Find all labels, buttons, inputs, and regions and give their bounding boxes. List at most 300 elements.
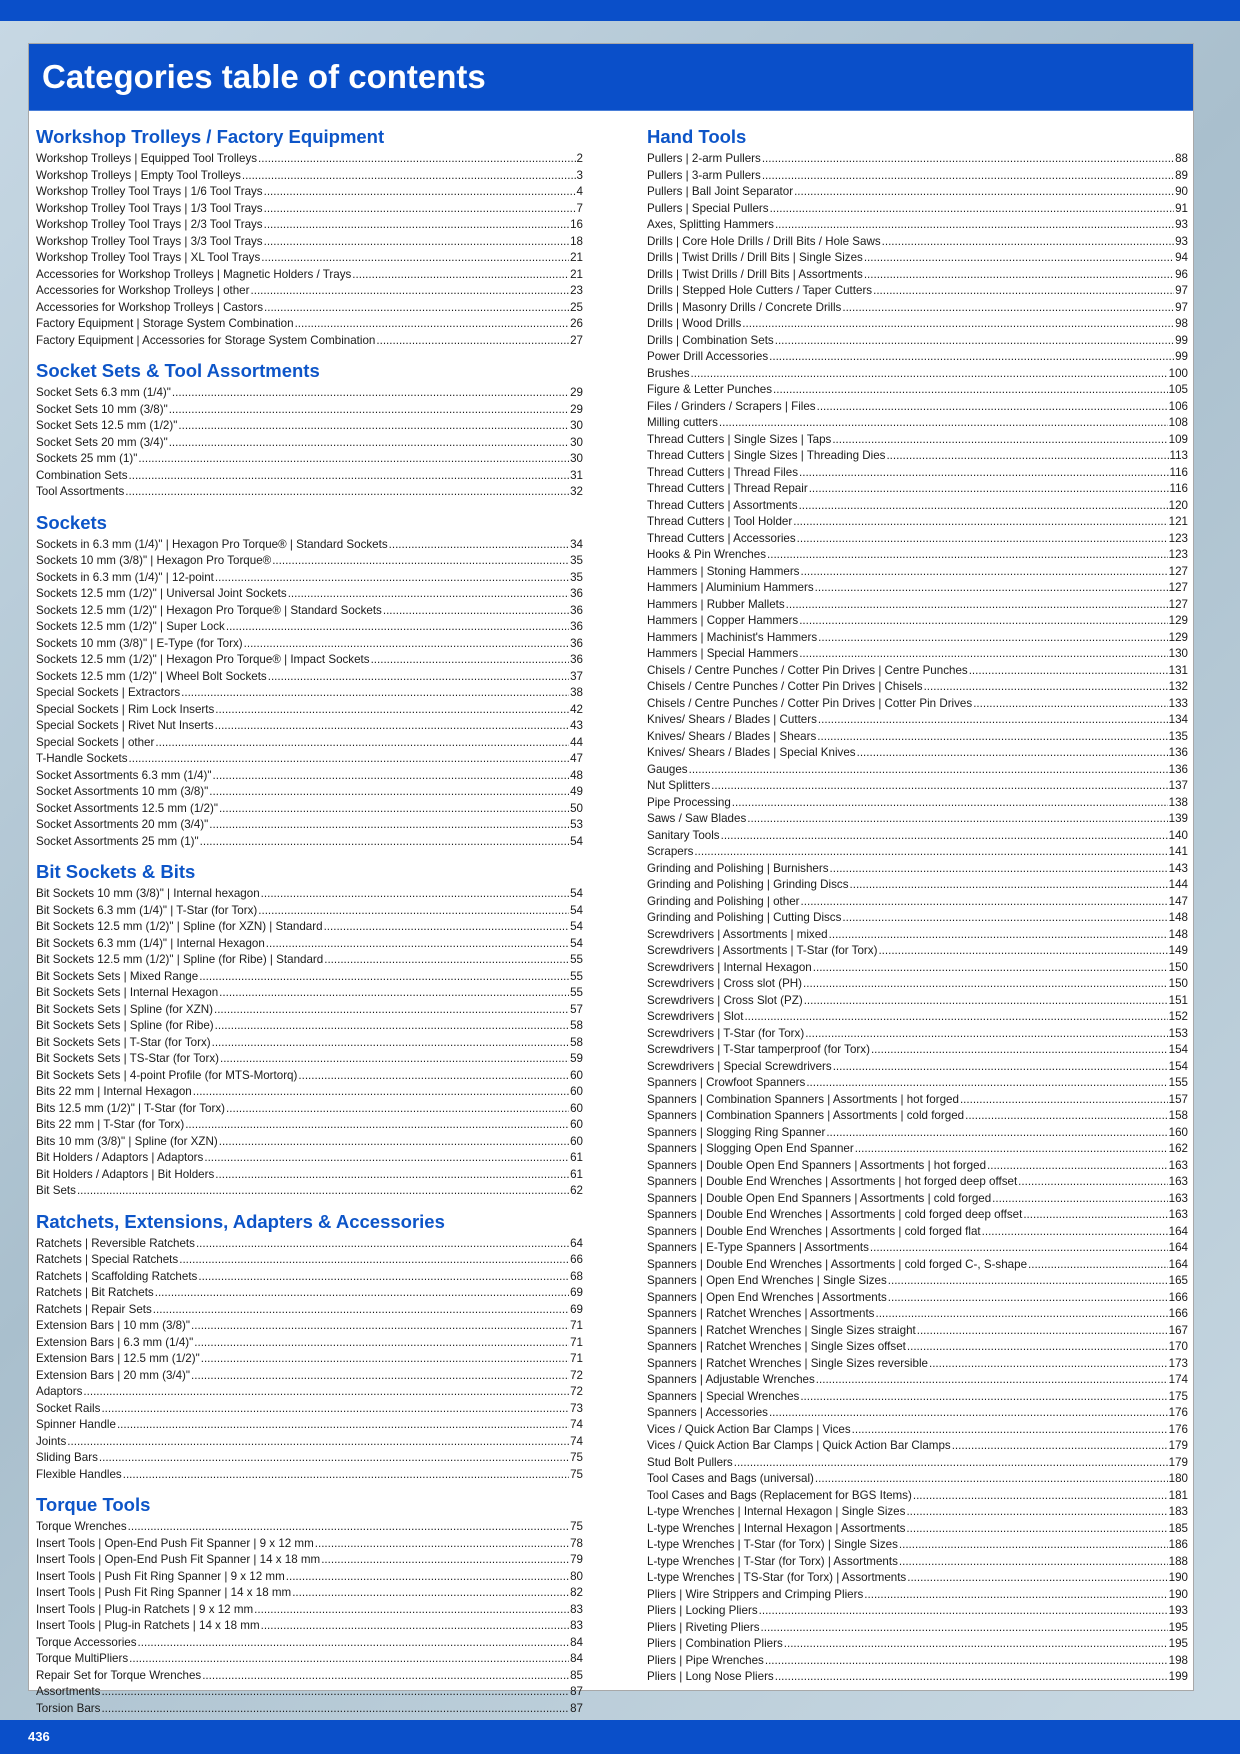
toc-entry-label: Workshop Trolleys | Empty Tool Trolleys [36,168,241,182]
dot-leader [219,1134,569,1151]
dot-leader [694,844,1167,861]
toc-entry [647,1191,1188,1208]
toc-entry-label: L-type Wrenches | T-Star (for Torx) | Assortments [647,1554,898,1568]
toc-entry-page: 190 [1168,1571,1188,1584]
dot-leader [817,729,1167,746]
toc-entry [36,1467,583,1484]
toc-entry [647,943,1188,960]
toc-entry [36,1602,583,1619]
toc-entry-page: 127 [1168,597,1188,611]
toc-entry [36,468,583,485]
toc-entry-label: Spanners | Adjustable Wrenches [647,1373,815,1386]
dot-leader [775,1669,1168,1686]
dot-leader [762,151,1174,168]
toc-entry-page: 154 [1168,1059,1188,1073]
toc-entry-label: Bit Holders / Adaptors | Adaptors [36,1151,204,1164]
toc-entry-label: Spanners | Double End Wrenches | Assortments | cold forged C-, S-shape [647,1257,1028,1271]
toc-entry [647,300,1188,317]
toc-entry [647,1587,1188,1604]
toc-entry [36,385,583,402]
toc-entry-page: 186 [1168,1538,1188,1551]
toc-entry-label: Knives/ Shears / Blades | Special Knives [647,746,856,759]
toc-entry-label: Spanners | Double Open End Spanners | Assortments | hot forged [647,1158,987,1172]
toc-entry-page: 34 [570,537,583,551]
dot-leader [906,1504,1167,1521]
dot-leader [129,468,570,485]
toc-entry-label: Sockets 12.5 mm (1/2)" | Wheel Bolt Sockets [36,669,267,683]
toc-entry-label: Ratchets | Special Ratchets [36,1253,179,1266]
toc-entry-page: 93 [1175,218,1188,231]
toc-entry-label: Thread Cutters | Thread Repair [647,482,808,495]
toc-entry-label: Bit Sockets Sets | T-Star (for Torx) [36,1035,211,1049]
toc-entry [36,718,583,735]
toc-entry [647,250,1188,267]
toc-entry-page: 2 [576,152,583,165]
dot-leader [960,1092,1168,1109]
toc-entry [647,168,1188,185]
toc-entry-page: 144 [1168,878,1188,891]
toc-entry [647,1405,1188,1422]
toc-entry-page: 60 [570,1134,583,1148]
dot-leader [805,1026,1167,1043]
toc-entry [647,1372,1188,1389]
toc-entry-label: Workshop Trolley Tool Trays | 2/3 Tool Trays [36,218,263,231]
toc-entry-label: Hammers | Special Hammers [647,647,799,660]
toc-entry-page: 99 [1175,333,1188,347]
toc-entry-label: Pullers | Special Pullers [647,201,769,215]
dot-leader [913,1488,1168,1505]
dot-leader [264,184,576,201]
toc-entry [647,663,1188,680]
toc-entry-page: 79 [570,1553,583,1566]
toc-entry-label: Bit Sockets 12.5 mm (1/2)" | Spline (for XZN) | Standard [36,920,323,933]
toc-entry [647,861,1188,878]
toc-entry [647,630,1188,647]
toc-entry-page: 36 [570,636,583,650]
dot-leader [169,435,569,452]
toc-entry-label: Bit Sets [36,1184,76,1197]
toc-entry-label: Screwdrivers | Special Screwdrivers [647,1059,832,1073]
toc-entry-label: Pullers | 2-arm Pullers [647,152,761,165]
dot-leader [261,1618,569,1635]
toc-entry [36,1552,583,1569]
dot-leader [138,451,569,468]
dot-leader [973,696,1167,713]
toc-entry-label: Spanners | Combination Spanners | Assortments | cold forged [647,1109,965,1122]
toc-entry-label: Bit Sockets 6.3 mm (1/4)" | T-Star (for Torx) [36,903,258,917]
dot-leader [852,1422,1168,1439]
toc-entry-label: Socket Assortments 6.3 mm (1/4)" [36,768,212,782]
toc-entry-label: Screwdrivers | Slot [647,1010,744,1023]
toc-entry-label: Thread Cutters | Single Sizes | Taps [647,432,832,446]
toc-entry [36,784,583,801]
dot-leader [992,1191,1167,1208]
dot-leader [129,751,570,768]
dot-leader [799,465,1169,482]
toc-entry [36,801,583,818]
toc-entry-label: Gauges [647,762,688,776]
toc-entry-label: Socket Sets 6.3 mm (1/4)" [36,386,171,399]
toc-entry [36,537,583,554]
toc-entry [36,1519,583,1536]
toc-entry-page: 154 [1168,1043,1188,1056]
toc-entry [36,1651,583,1668]
toc-entry-page: 82 [570,1586,583,1599]
toc-entry [36,969,583,986]
toc-entry-label: Pullers | Ball Joint Separator [647,185,794,198]
dot-leader [178,418,569,435]
dot-leader [888,1273,1168,1290]
toc-entry-page: 89 [1175,168,1188,182]
toc-entry-label: Pliers | Wire Strippers and Crimping Pliers [647,1587,864,1601]
dot-leader [264,217,569,234]
dot-leader [773,382,1168,399]
toc-entry-page: 188 [1168,1554,1188,1568]
toc-entry-label: Bit Sockets 10 mm (3/8)" | Internal hexagon [36,887,260,900]
toc-entry-label: Spanners | Ratchet Wrenches | Assortments [647,1307,875,1320]
toc-entry-label: Insert Tools | Open-End Push Fit Spanner | 9 x 12 mm [36,1536,314,1550]
dot-leader [261,886,569,903]
toc-entry-label: Insert Tools | Push Fit Ring Spanner | 14 x 18 mm [36,1586,292,1599]
toc-entry-page: 21 [570,251,583,264]
toc-entry-page: 60 [570,1101,583,1115]
toc-entry-page: 152 [1168,1010,1188,1023]
toc-entry [647,1422,1188,1439]
dot-leader [832,432,1167,449]
toc-entry-page: 55 [570,953,583,966]
dot-leader [215,1018,569,1035]
dot-leader [172,385,569,402]
toc-entry-label: Screwdrivers | Internal Hexagon [647,960,812,974]
toc-entry-page: 123 [1168,548,1188,561]
dot-leader [193,1084,569,1101]
toc-entry [36,151,583,168]
toc-entry-label: Chisels / Centre Punches / Cotter Pin Drives | Cotter Pin Drives [647,696,973,710]
dot-leader [155,735,569,752]
dot-leader [784,1636,1168,1653]
toc-entry-page: 130 [1168,647,1188,660]
toc-entry [647,151,1188,168]
toc-entry [36,1084,583,1101]
toc-entry-label: Pliers | Riveting Pliers [647,1620,760,1634]
toc-entry-label: Drills | Twist Drills / Drill Bits | Single Sizes [647,251,863,264]
dot-leader [389,537,569,554]
toc-entry-label: Spanners | Slogging Open End Spanner [647,1142,854,1155]
toc-entry [36,1618,583,1635]
section-heading-workshop-trolleys-factory-equipment: Workshop Trolleys / Factory Equipment [36,126,385,147]
toc-entry-label: Saws / Saw Blades [647,812,747,825]
toc-entry-label: Sockets 12.5 mm (1/2)" | Hexagon Pro Torque® | Standard Sockets [36,603,382,617]
toc-entry [36,702,583,719]
toc-entry-page: 30 [570,419,583,432]
toc-entry [36,283,583,300]
toc-entry-page: 53 [570,818,583,831]
toc-entry-page: 71 [570,1352,583,1365]
toc-entry-label: Screwdrivers | Assortments | mixed [647,927,828,941]
dot-leader [209,784,569,801]
toc-entry-label: Ratchets | Repair Sets [36,1302,152,1316]
dot-leader [196,1236,569,1253]
toc-entry [647,894,1188,911]
toc-entry-page: 54 [570,903,583,917]
toc-entry [36,1569,583,1586]
toc-entry [647,1636,1188,1653]
toc-entry [36,402,583,419]
toc-entry-label: Spanners | Ratchet Wrenches | Single Sizes reversible [647,1356,928,1370]
toc-entry-label: Spanners | Slogging Ring Spanner [647,1125,826,1139]
dot-leader [769,1405,1168,1422]
toc-entry [647,498,1188,515]
toc-entry-page: 163 [1168,1175,1188,1188]
toc-entry [36,553,583,570]
toc-entry [36,1351,583,1368]
toc-entry-label: Figure & Letter Punches [647,383,773,396]
dot-leader [815,1471,1168,1488]
toc-entry [647,1240,1188,1257]
dot-leader [264,300,569,317]
dot-leader [226,1101,569,1118]
toc-entry [36,1285,583,1302]
dot-leader [138,1635,570,1652]
toc-entry [647,415,1188,432]
toc-entry-label: Bit Sockets Sets | TS-Star (for Torx) [36,1052,219,1065]
toc-entry [647,333,1188,350]
dot-leader [324,952,569,969]
toc-entry [647,201,1188,218]
dot-leader [747,811,1167,828]
toc-entry-label: T-Handle Sockets [36,752,128,765]
toc-entry [647,580,1188,597]
toc-entry-label: Ratchets | Scaffolding Ratchets [36,1269,198,1283]
dot-leader [818,630,1168,647]
toc-entry [647,1224,1188,1241]
bottom-blue-bar [0,1720,1240,1754]
toc-entry-label: Thread Cutters | Thread Files [647,465,799,479]
toc-entry-label: Sockets in 6.3 mm (1/4)" | 12-point [36,570,214,584]
toc-entry-label: Socket Sets 20 mm (3/4)" [36,435,168,449]
toc-entry-label: Drills | Masonry Drills / Concrete Drills [647,300,842,314]
toc-entry [647,564,1188,581]
toc-entry-label: Sockets 12.5 mm (1/2)" | Super Lock [36,620,225,633]
toc-entry-label: Drills | Core Hole Drills / Drill Bits / Hole Saws [647,234,881,248]
toc-entry-page: 120 [1168,498,1188,512]
toc-entry-label: Spanners | E-Type Spanners | Assortments [647,1241,869,1254]
toc-entry [36,886,583,903]
toc-entry-label: Vices / Quick Action Bar Clamps | Quick Action Bar Clamps [647,1439,951,1452]
toc-entry-page: 72 [570,1385,583,1398]
toc-entry-page: 87 [570,1685,583,1698]
toc-entry-page: 42 [570,702,583,716]
toc-entry-page: 131 [1168,663,1188,677]
toc-entry-page: 32 [570,485,583,498]
toc-entry-label: Factory Equipment | Accessories for Storage System Combination [36,333,376,347]
toc-entry-label: Spanners | Ratchet Wrenches | Single Sizes offset [647,1340,906,1353]
toc-entry [647,1092,1188,1109]
dot-leader [292,1585,569,1602]
dot-leader [212,1035,569,1052]
dot-leader [829,927,1168,944]
toc-entry-page: 26 [570,317,583,330]
dot-leader [929,1356,1168,1373]
dot-leader [744,1009,1167,1026]
dot-leader [775,333,1174,350]
toc-entry-label: Axes, Splitting Hammers [647,218,774,231]
toc-entry-page: 164 [1168,1224,1188,1238]
toc-entry [36,1384,583,1401]
dot-leader [799,646,1167,663]
toc-entry-label: Factory Equipment | Storage System Combination [36,317,294,330]
dot-leader [155,1285,569,1302]
toc-entry [647,1141,1188,1158]
dot-leader [125,484,569,501]
dot-leader [99,1450,569,1467]
toc-entry-page: 105 [1168,383,1188,396]
toc-entry-label: Grinding and Polishing | Grinding Discs [647,878,849,891]
toc-entry-label: Combination Sets [36,468,128,482]
dot-leader [732,795,1168,812]
toc-entry-label: Accessories for Workshop Trolleys | Magnetic Holders / Trays [36,267,352,281]
dot-leader [719,415,1168,432]
toc-entry-label: Bit Sockets 6.3 mm (1/4)" | Internal Hexagon [36,936,265,950]
toc-entry-label: Insert Tools | Push Fit Ring Spanner | 9 x 12 mm [36,1569,285,1583]
toc-entry-page: 90 [1175,185,1188,198]
toc-entry-page: 176 [1168,1406,1188,1419]
toc-entry-label: Socket Assortments 20 mm (3/4)" [36,818,209,831]
dot-leader [286,1569,569,1586]
toc-entry-label: Chisels / Centre Punches / Cotter Pin Drives | Centre Punches [647,663,968,677]
toc-entry-label: Bits 10 mm (3/8)" | Spline (for XZN) [36,1134,218,1148]
toc-entry-label: Thread Cutters | Accessories [647,531,796,545]
dot-leader [775,217,1174,234]
toc-entry-label: Bit Sockets Sets | Internal Hexagon [36,986,219,999]
toc-entry [647,1009,1188,1026]
toc-entry [647,1158,1188,1175]
toc-entry-page: 43 [570,719,583,732]
dot-leader [258,151,576,168]
toc-entry [647,1455,1188,1472]
toc-entry-page: 163 [1168,1208,1188,1221]
toc-entry-label: Workshop Trolleys | Equipped Tool Trolleys [36,152,258,165]
toc-entry-label: Brushes [647,366,690,380]
toc-entry-page: 164 [1168,1241,1188,1254]
toc-entry-label: Special Sockets | Extractors [36,686,181,699]
dot-leader [969,663,1168,680]
toc-entry-page: 99 [1175,350,1188,363]
toc-entry [647,1290,1188,1307]
toc-entry [647,877,1188,894]
toc-entry [36,267,583,284]
toc-entry [36,1236,583,1253]
toc-entry-page: 71 [570,1335,583,1349]
toc-entry [36,685,583,702]
toc-entry [36,669,583,686]
toc-entry [647,778,1188,795]
dot-leader [226,619,569,636]
dot-leader [833,1059,1168,1076]
dot-leader [215,1167,569,1184]
dot-leader [817,399,1168,416]
toc-entry [647,1339,1188,1356]
toc-entry [647,1059,1188,1076]
toc-entry-page: 140 [1168,828,1188,842]
toc-entry-page: 195 [1168,1637,1188,1650]
toc-entry-label: Workshop Trolley Tool Trays | 1/3 Tool Trays [36,201,263,215]
toc-entry [36,1117,583,1134]
toc-entry-page: 54 [570,936,583,950]
toc-entry [36,234,583,251]
toc-entry-label: Bit Sockets Sets | Mixed Range [36,969,199,983]
dot-leader [830,861,1168,878]
toc-entry-label: Socket Assortments 12.5 mm (1/2)" [36,801,218,815]
toc-entry-page: 27 [570,333,583,347]
toc-entry [647,481,1188,498]
toc-entry-page: 25 [570,300,583,314]
dot-leader [873,283,1174,300]
section-heading-socket-sets-tool-assortments: Socket Sets & Tool Assortments [36,360,320,381]
toc-entry-label: Socket Assortments 10 mm (3/8)" [36,785,209,798]
dot-leader [201,1351,569,1368]
toc-entry-label: Screwdrivers | T-Star (for Torx) [647,1026,805,1040]
dot-leader [855,1141,1168,1158]
toc-entry-label: Special Sockets | Rim Lock Inserts [36,702,215,716]
toc-entry [36,619,583,636]
dot-leader [742,316,1174,333]
dot-leader [759,1603,1168,1620]
toc-entry-label: Grinding and Polishing | Burnishers [647,861,829,875]
toc-entry-page: 127 [1168,564,1188,578]
toc-entry-page: 179 [1168,1439,1188,1452]
toc-entry-label: Repair Set for Torque Wrenches [36,1668,202,1682]
toc-entry [647,696,1188,713]
toc-entry-label: Insert Tools | Plug-in Ratchets | 14 x 18 mm [36,1619,260,1632]
toc-entry [647,448,1188,465]
toc-entry-label: Socket Sets 12.5 mm (1/2)" [36,419,178,432]
dot-leader [264,234,569,251]
dot-leader [888,1290,1168,1307]
toc-entry [36,1018,583,1035]
dot-leader [711,778,1168,795]
dot-leader [191,1368,569,1385]
toc-entry-label: Torsion Bars [36,1701,101,1715]
toc-entry-label: Pliers | Combination Pliers [647,1637,783,1650]
toc-entry-page: 166 [1168,1307,1188,1320]
toc-entry-page: 55 [570,986,583,999]
toc-entry-page: 164 [1168,1257,1188,1271]
dot-leader [804,993,1168,1010]
toc-entry-page: 75 [570,1520,583,1533]
toc-entry-label: Extension Bars | 6.3 mm (1/4)" [36,1335,194,1349]
toc-entry-page: 116 [1169,482,1188,495]
dot-leader [803,976,1168,993]
toc-entry [36,1035,583,1052]
toc-entry-page: 54 [570,834,583,848]
dot-leader [213,768,570,785]
toc-entry-page: 36 [570,620,583,633]
toc-entry [647,465,1188,482]
toc-entry-page: 61 [570,1151,583,1164]
toc-entry-page: 23 [570,284,583,297]
dot-leader [219,801,569,818]
toc-entry [647,1026,1188,1043]
toc-entry-page: 176 [1168,1422,1188,1436]
dot-leader [123,1467,569,1484]
toc-entry-label: Tool Assortments [36,485,125,498]
dot-leader [800,564,1167,581]
toc-entry-label: Spanners | Double End Wrenches | Assortments | cold forged deep offset [647,1208,1023,1221]
dot-leader [204,1150,569,1167]
toc-entry-page: 160 [1168,1125,1188,1139]
dot-leader [864,1587,1167,1604]
